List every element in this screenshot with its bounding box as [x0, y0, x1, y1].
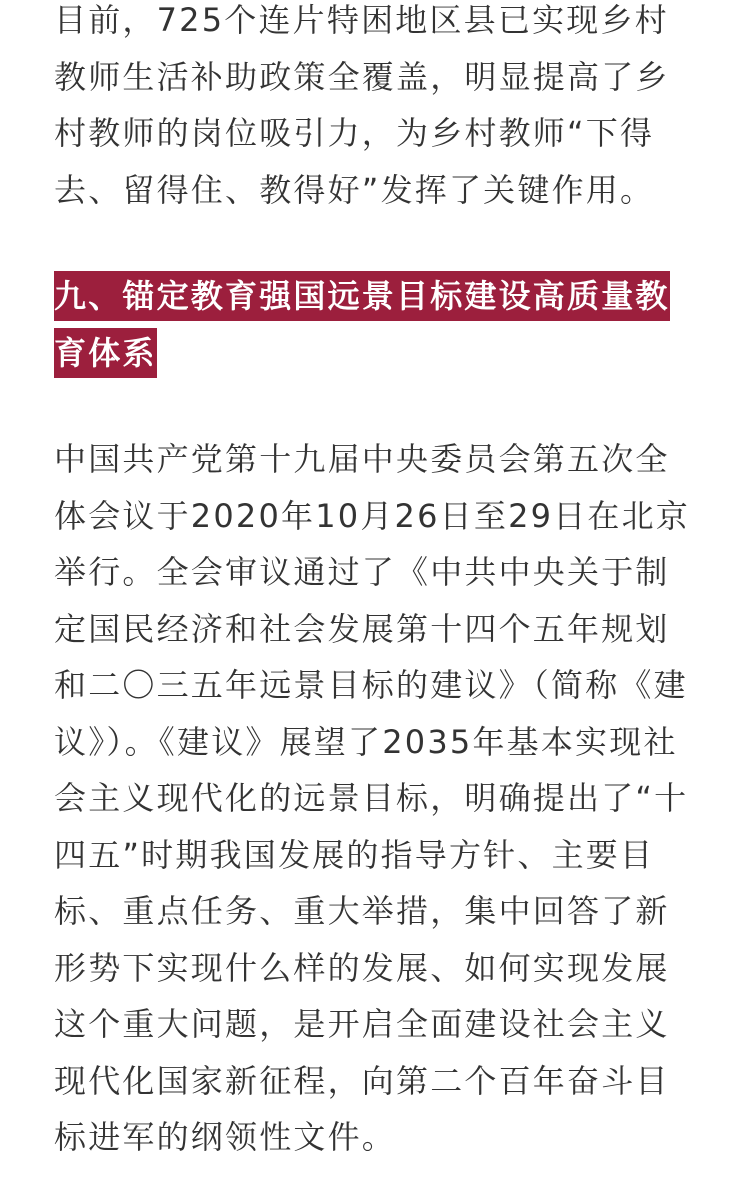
body-paragraph: 中国共产党第十九届中央委员会第五次全体会议于2020年10月26日至29日在北京举行。全会审议通过了《中共中央关于制定国民经济和社会发展第十四个五年规划和二〇三五年远景目标的建议》（简称《建议》）。《建议》展望了2035年基本实现社会主义现代化的远景目标，明确提出了“十四五”时期我国发展的指导方针、主要目标、重点任务、重大举措，集中回答了新形势下实现什么样的发展、如何实现发展这个重大问题，是开启全面建设社会主义现代化国家新征程，向第二个百年奋斗目标进军的纲领性文件。 [54, 440, 690, 1156]
article-body [54, 0, 698, 1166]
section-heading [54, 268, 698, 381]
section-heading-text: 九、锚定教育强国远景目标建设高质量教育体系 [54, 271, 670, 378]
intro-paragraph: 目前，725个连片特困地区县已实现乡村教师生活补助政策全覆盖，明显提高了乡村教师的岗位吸引力，为乡村教师“下得去、留得住、教得好”发挥了关键作用。 [54, 1, 670, 209]
